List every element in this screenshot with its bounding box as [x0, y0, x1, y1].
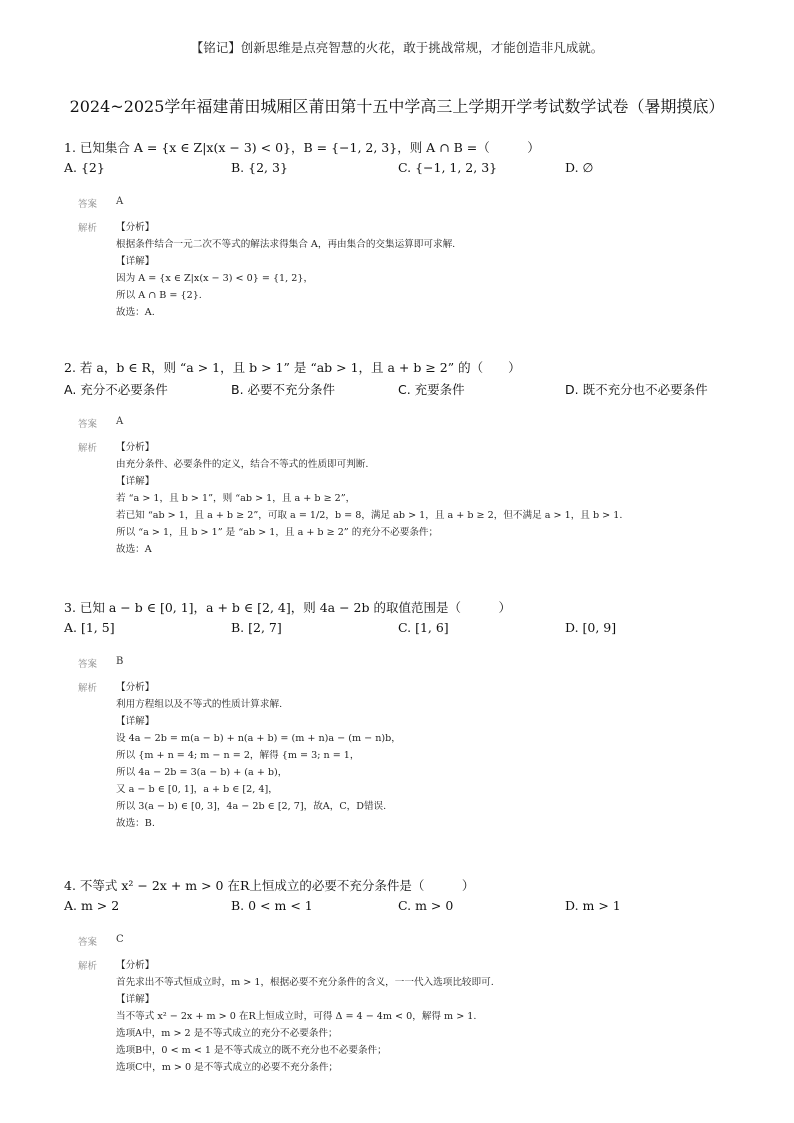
analysis-line: 【分析】: [116, 960, 155, 971]
question-4: [64, 876, 744, 1076]
analysis-line: 所以 “a > 1，且 b > 1” 是 “ab > 1，且 a + b ≥ 2” 的充分不必要条件；: [116, 527, 439, 538]
analysis-line: 所以 4a − 2b = 3(a − b) + (a + b)，: [116, 767, 288, 778]
question-stem: 3. 已知 a − b ∈ [0, 1]，a + b ∈ [2, 4]，则 4a − 2b 的取值范围是（ ）: [64, 600, 511, 615]
analysis-line: 选项C中，m > 0 是不等式成立的必要不充分条件；: [116, 1062, 339, 1073]
analysis-line: 【详解】: [116, 994, 155, 1005]
question-stem: 4. 不等式 x² − 2x + m > 0 在R上恒成立的必要不充分条件是（ ）: [64, 878, 475, 893]
option-b: B. {2, 3}: [231, 160, 288, 175]
option-c: C. {−1, 1, 2, 3}: [398, 160, 498, 175]
answer-value: A: [116, 416, 124, 427]
analysis-block: [64, 439, 744, 558]
answer-row: [64, 934, 744, 948]
option-d: D. [0, 9]: [565, 620, 617, 635]
answer-row: [64, 656, 744, 670]
answer-value: B: [116, 656, 124, 667]
analysis-line: 若已知 “ab > 1，且 a + b ≥ 2”，可取 a = 1/2，b = 8，满足 ab > 1，且 a + b ≥ 2，但不满足 a > 1，且 b > 1.: [116, 510, 623, 521]
answer-label: 答案: [78, 199, 98, 210]
analysis-line: 根据条件结合一元二次不等式的解法求得集合 A，再由集合的交集运算即可求解.: [116, 239, 456, 250]
option-d: D. 既不充分也不必要条件: [565, 382, 708, 397]
answer-row: [64, 196, 744, 210]
answer-value: C: [116, 934, 124, 945]
option-a: A. m > 2: [64, 898, 120, 913]
analysis-line: 由充分条件、必要条件的定义，结合不等式的性质即可判断.: [116, 459, 369, 470]
analysis-line: 当不等式 x² − 2x + m > 0 在R上恒成立时，可得 Δ = 4 − 4m < 0，解得 m > 1.: [116, 1011, 477, 1022]
analysis-line: 所以 {m + n = 4; m − n = 2，解得 {m = 3; n = 1，: [116, 750, 360, 761]
analysis-block: [64, 957, 744, 1076]
options-row: [64, 380, 744, 402]
analysis-block: [64, 679, 744, 832]
options-row: [64, 160, 744, 182]
analysis-label: 解析: [78, 223, 98, 234]
analysis-line: 【分析】: [116, 682, 155, 693]
options-row: [64, 898, 744, 920]
analysis-label: 解析: [78, 443, 98, 454]
analysis-line: 故选：A.: [116, 307, 155, 318]
analysis-line: 【分析】: [116, 222, 155, 233]
answer-label: 答案: [78, 937, 98, 948]
analysis-line: 故选：A: [116, 544, 152, 555]
option-c: C. [1, 6]: [398, 620, 449, 635]
analysis-line: 故选：B.: [116, 818, 155, 829]
analysis-line: 因为 A = {x ∈ Z|x(x − 3) < 0} = {1, 2}，: [116, 273, 314, 284]
analysis-line: 选项A中，m > 2 是不等式成立的充分不必要条件；: [116, 1028, 338, 1039]
analysis-line: 选项B中，0 < m < 1 是不等式成立的既不充分也不必要条件；: [116, 1045, 387, 1056]
answer-label: 答案: [78, 419, 98, 430]
analysis-line: 【详解】: [116, 716, 155, 727]
analysis-line: 所以 3(a − b) ∈ [0, 3]，4a − 2b ∈ [2, 7]，故A，C，D错误.: [116, 801, 387, 812]
answer-row: [64, 416, 744, 430]
analysis-line: 所以 A ∩ B = {2}.: [116, 290, 202, 301]
option-a: A. {2}: [64, 160, 105, 175]
analysis-line: 【详解】: [116, 476, 155, 487]
analysis-label: 解析: [78, 961, 98, 972]
option-a: A. 充分不必要条件: [64, 382, 168, 397]
analysis-line: 若 “a > 1，且 b > 1”，则 “ab > 1，且 a + b ≥ 2”，: [116, 493, 356, 504]
motto-banner: 【铭记】创新思维是点亮智慧的火花，敢于挑战常规，才能创造非凡成就。: [190, 40, 604, 55]
answer-label: 答案: [78, 659, 98, 670]
option-b: B. 必要不充分条件: [231, 382, 336, 397]
question-stem: 2. 若 a，b ∈ R，则 “a > 1，且 b > 1” 是 “ab > 1，且 a + b ≥ 2” 的（ ）: [64, 360, 521, 375]
option-d: D. m > 1: [565, 898, 621, 913]
option-b: B. 0 < m < 1: [231, 898, 313, 913]
option-c: C. m > 0: [398, 898, 454, 913]
options-row: [64, 620, 744, 642]
answer-value: A: [116, 196, 124, 207]
analysis-label: 解析: [78, 683, 98, 694]
analysis-line: 利用方程组以及不等式的性质计算求解.: [116, 699, 283, 710]
analysis-line: 首先求出不等式恒成立时，m > 1，根据必要不充分条件的含义，一一代入选项比较即可.: [116, 977, 494, 988]
question-1: [64, 138, 744, 321]
question-2: [64, 358, 744, 558]
question-3: [64, 598, 744, 832]
analysis-block: [64, 219, 744, 321]
page-title: 2024~2025学年福建莆田城厢区莆田第十五中学高三上学期开学考试数学试卷（暑期摸底）: [69, 97, 725, 116]
option-d: D. ∅: [565, 160, 594, 175]
option-b: B. [2, 7]: [231, 620, 282, 635]
option-c: C. 充要条件: [398, 382, 465, 397]
analysis-line: 【分析】: [116, 442, 155, 453]
option-a: A. [1, 5]: [64, 620, 115, 635]
analysis-line: 【详解】: [116, 256, 155, 267]
analysis-line: 设 4a − 2b = m(a − b) + n(a + b) = (m + n)a − (m − n)b，: [116, 733, 401, 744]
analysis-line: 又 a − b ∈ [0, 1]，a + b ∈ [2, 4]，: [116, 784, 278, 795]
question-stem: 1. 已知集合 A = {x ∈ Z|x(x − 3) < 0}，B = {−1, 2, 3}，则 A ∩ B =（ ）: [64, 140, 540, 155]
